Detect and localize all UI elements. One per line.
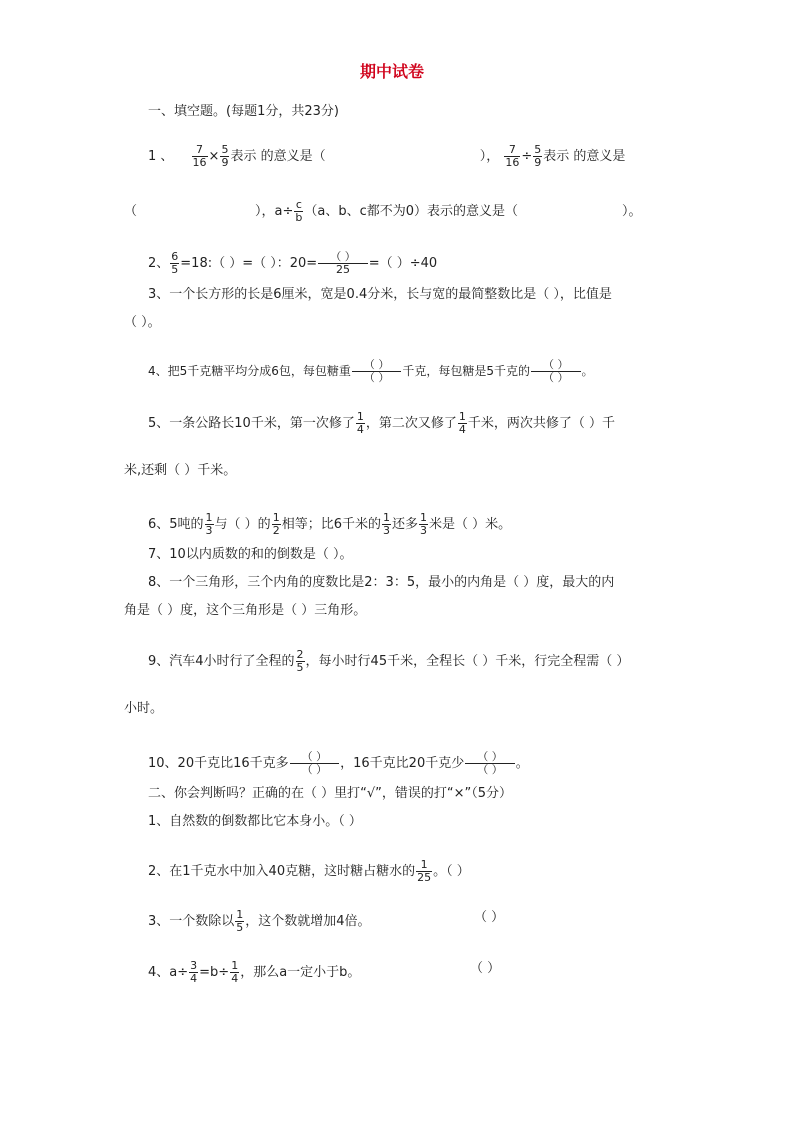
q6-text: 相等；比6千米的 [281,517,381,532]
q9-text: 9、汽车4小时行了全程的 [148,654,295,669]
fraction: $\frac{1}{25}$ [417,858,432,884]
question-1-line-1 [148,144,625,169]
j2-text: 。（ ） [433,864,470,879]
j2-text: 2、在1千克水中加入40克糖，这时糖占糖水的 [148,864,416,879]
j4-text: 4、a÷ [148,965,189,980]
fraction: $\frac{3}{4}$ [190,959,198,985]
q5-text: 千米，两次共修了（ ）千 [467,416,615,431]
j3-text: ，这个数就增加4倍。 [245,914,371,929]
j4-text: =b÷ [199,965,230,980]
j4-text: ，那么a一定小于b。 [240,965,361,980]
q1-text: ）。 [622,204,642,219]
fraction: $\frac{7}{16}$ [505,143,520,169]
question-7: 7、10以内质数的和的倒数是（ ）。 [148,547,353,562]
fraction: $\frac{1}{3}$ [382,511,390,537]
question-8-line-1: 8、一个三角形，三个内角的度数比是2：3：5，最小的内角是（ ）度，最大的内 [148,575,615,590]
q2-text: =（ ）÷40 [368,256,438,271]
question-3-line-2: （ ）。 [124,315,161,330]
question-6 [148,512,511,537]
question-1-line-2 [124,199,642,224]
q6-text: 6、5吨的 [148,517,204,532]
judge-4 [148,960,360,985]
q4-text: 千克，每包糖是5千克的 [402,364,531,378]
judge-1: 1、自然数的倒数都比它本身小。（ ） [148,814,362,829]
fraction: $\frac{c}{b}$ [295,198,303,224]
q6-text: 米是（ ）米。 [428,517,512,532]
section-1-heading: 一、填空题。(每题1分，共23分) [148,104,339,119]
q10-text: 。 [515,756,529,771]
divide-sign: ÷ [521,149,533,164]
q5-text: 5、一条公路长10千米，第一次修了 [148,416,355,431]
q1-number: 1 、 [148,149,174,164]
judge-2 [148,859,470,884]
q4-text: 4、把5千克糖平均分成6包，每包糖重 [148,364,351,378]
question-4 [148,359,594,384]
question-9-line-1 [148,649,629,674]
question-9-line-2: 小时。 [124,701,164,716]
question-3-line-1: 3、一个长方形的长是6厘米，宽是0.4分米，长与宽的最简整数比是（ ），比值是 [148,287,612,302]
section-2-heading: 二、你会判断吗？正确的在（ ）里打“√”，错误的打“×”（5分） [148,786,513,801]
q1-text: （a、b、c都不为0）表示的意义是（ [304,204,518,219]
question-5-line-2: 米,还剩（ ）千米。 [124,463,237,478]
q4-text: 。 [581,364,594,378]
q5-text: ，第二次又修了 [365,416,457,431]
page-title: 期中试卷 [360,62,425,81]
fraction: $\frac{( )}{( )}$ [531,359,581,384]
judge-3 [148,909,371,934]
q1-text: ）， [479,149,500,164]
fraction: $\frac{1}{4}$ [356,410,364,436]
fraction: $\frac{1}{5}$ [236,908,244,934]
fraction: $\frac{1}{3}$ [419,511,427,537]
j3-text: 3、一个数除以 [148,914,235,929]
fraction: $\frac{2}{5}$ [296,648,304,674]
q1-text: ），a÷ [255,204,294,219]
fraction: $\frac{5}{9}$ [534,143,542,169]
q10-text: 10、20千克比16千克多 [148,756,289,771]
fraction: $\frac{1}{2}$ [272,511,280,537]
q2-number: 2、 [148,256,170,271]
q6-text: 与（ ）的 [214,517,271,532]
fraction: $\frac{7}{16}$ [192,143,207,169]
times-sign: × [208,149,220,164]
question-10 [148,751,529,776]
q1-text: 表示 的意义是（ [230,149,326,164]
q6-text: 还多 [391,517,418,532]
q2-text: =18:（ ）=（ ）：20= [180,256,318,271]
fraction: $\frac{1}{4}$ [458,410,466,436]
q10-text: ，16千克比20千克少 [340,756,465,771]
judge-3-answer-parens: （ ） [474,910,505,925]
fraction: $\frac{( )}{25}$ [318,251,368,276]
fraction: $\frac{( )}{( )}$ [465,751,515,776]
q9-text: ，每小时行45千米，全程长（ ）千米，行完全程需（ ） [305,654,630,669]
fraction: $\frac{1}{4}$ [231,959,239,985]
question-5-line-1 [148,411,615,436]
q1-text: （ [124,204,138,219]
q1-text: 表示 的意义是 [543,149,626,164]
judge-4-answer-parens: （ ） [470,961,501,976]
fraction: $\frac{( )}{( )}$ [290,751,340,776]
fraction: $\frac{6}{5}$ [171,250,179,276]
question-2 [148,251,437,276]
fraction: $\frac{5}{9}$ [221,143,229,169]
fraction: $\frac{1}{3}$ [205,511,213,537]
fraction: $\frac{( )}{( )}$ [352,359,402,384]
question-8-line-2: 角是（ ）度，这个三角形是（ ）三角形。 [124,603,367,618]
